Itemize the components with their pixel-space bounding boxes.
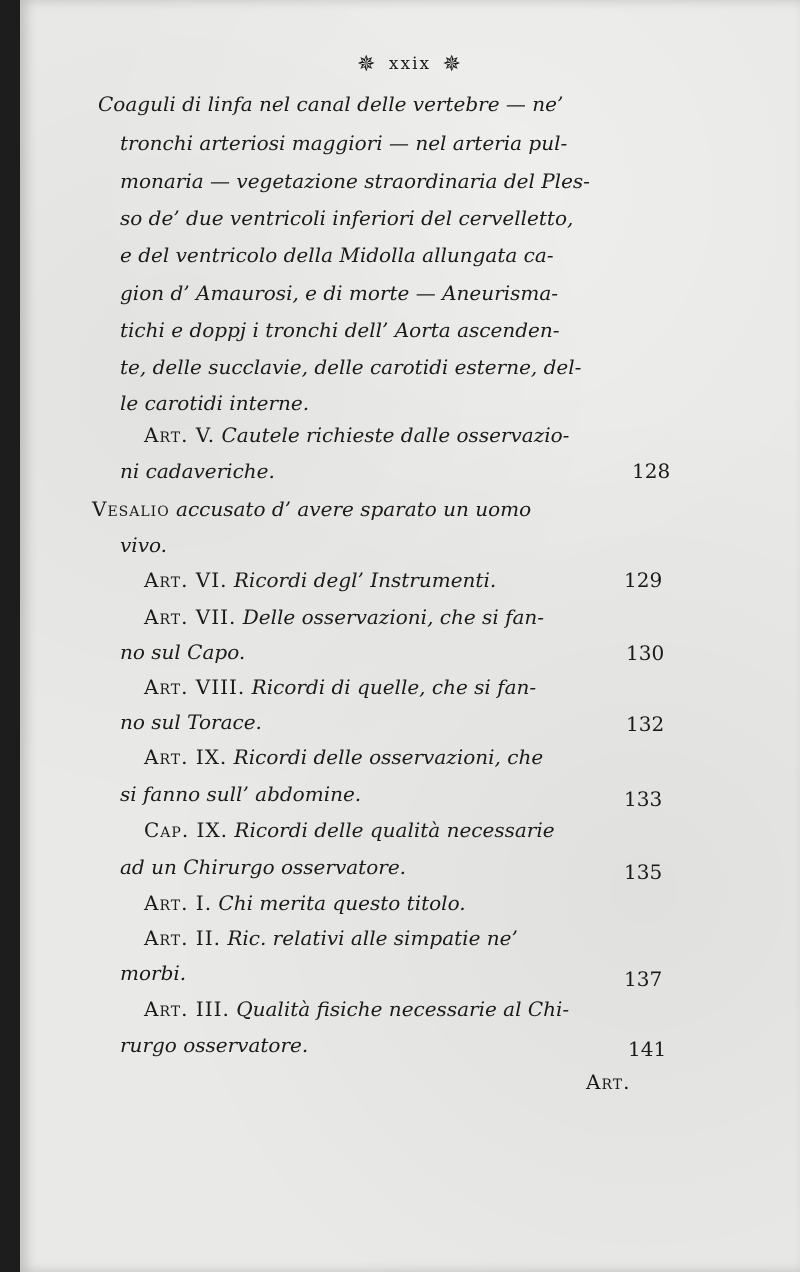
entry-continuation: no sul Torace.	[120, 710, 262, 734]
toc-entry	[144, 423, 569, 447]
page-numeral: xxix	[388, 54, 432, 74]
entry-title: Qualità fisiche necessarie al Chi-	[236, 997, 570, 1021]
entry-continuation: vivo.	[120, 533, 168, 557]
toc-entry	[144, 926, 518, 950]
page-number: 141	[628, 1037, 667, 1061]
entry-label: Art. VII.	[144, 605, 237, 629]
star-ornament-icon: ✵	[442, 52, 463, 77]
entry-title: accusato d’ avere sparato un uomo	[176, 497, 532, 521]
text-line: Coaguli di linfa nel canal delle vertebre — ne’	[98, 92, 564, 116]
text-line: tronchi arteriosi maggiori — nel arteria pul-	[120, 131, 568, 155]
star-ornament-icon: ✵	[357, 52, 378, 77]
entry-label: Art. III.	[144, 997, 230, 1021]
entry-continuation: ni cadaveriche.	[120, 459, 275, 483]
page-header	[20, 52, 800, 77]
toc-entry	[144, 997, 569, 1021]
entry-label: Art. II.	[144, 926, 221, 950]
entry-continuation: rurgo osservatore.	[120, 1033, 309, 1057]
page-number: 135	[624, 860, 663, 884]
toc-entry	[144, 675, 536, 699]
toc-entry	[92, 497, 531, 521]
entry-title: Ricordi degl’ Instrumenti.	[233, 568, 497, 592]
entry-label: Art. VI.	[144, 568, 228, 592]
text-line: so de’ due ventricoli inferiori del cervelletto,	[120, 206, 574, 230]
text-line: e del ventricolo della Midolla allungata ca-	[120, 243, 554, 267]
page-number: 133	[624, 787, 663, 811]
toc-entry	[144, 745, 543, 769]
entry-title: Cautele richieste dalle osservazio-	[221, 423, 570, 447]
entry-label: Art. I.	[144, 891, 213, 915]
page-number: 130	[626, 641, 665, 665]
toc-entry	[144, 891, 466, 915]
text-line: tichi e doppj i tronchi dell’ Aorta ascenden-	[120, 318, 560, 342]
entry-title: Ricordi delle osservazioni, che	[233, 745, 544, 769]
entry-continuation: morbi.	[120, 961, 187, 985]
page-number: 137	[624, 967, 663, 991]
entry-title: Ric. relativi alle simpatie ne’	[227, 926, 518, 950]
entry-label: Art. IX.	[144, 745, 228, 769]
entry-continuation: ad un Chirurgo osservatore.	[120, 855, 407, 879]
page-number: 128	[632, 459, 671, 483]
entry-title: Ricordi di quelle, che si fan-	[251, 675, 537, 699]
text-line: gion d’ Amaurosi, e di morte — Aneurisma-	[120, 281, 558, 305]
toc-entry	[144, 605, 544, 629]
entry-title: Delle osservazioni, che si fan-	[242, 605, 545, 629]
toc-entry	[144, 818, 555, 842]
page-number: 132	[626, 712, 665, 736]
text-line: le carotidi interne.	[120, 391, 310, 415]
text-line: monaria — vegetazione straordinaria del Ples-	[120, 169, 590, 193]
page-number: 129	[624, 568, 663, 592]
entry-continuation: no sul Capo.	[120, 640, 246, 664]
entry-label: Art. V.	[144, 423, 216, 447]
book-page	[20, 0, 800, 1272]
entry-label: Vesalio	[92, 497, 170, 521]
entry-label: Cap. IX.	[144, 818, 229, 842]
text-line: te, delle succlavie, delle carotidi esterne, del-	[120, 355, 582, 379]
entry-continuation: si fanno sull’ abdomine.	[120, 782, 362, 806]
entry-title: Ricordi delle qualità necessarie	[234, 818, 555, 842]
catchword: Art.	[586, 1070, 631, 1094]
toc-entry	[144, 568, 496, 592]
entry-label: Art. VIII.	[144, 675, 246, 699]
entry-title: Chi merita questo titolo.	[218, 891, 466, 915]
